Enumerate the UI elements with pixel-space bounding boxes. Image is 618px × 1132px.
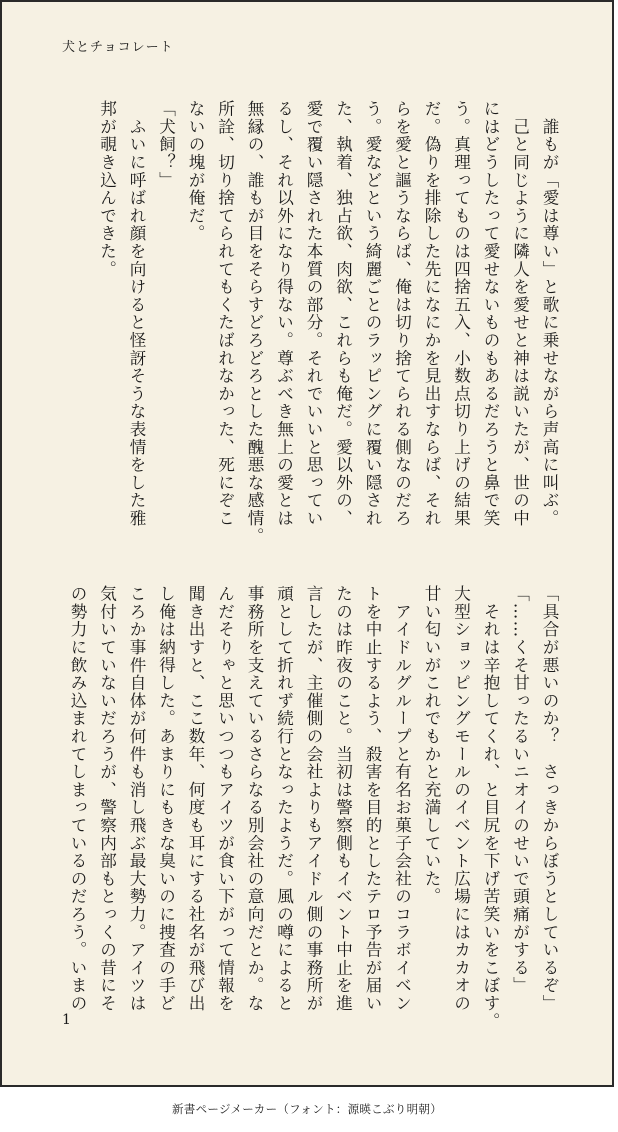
- text-line: 誰もが「愛は尊い」と歌に乗せながら声高に叫ぶ。: [540, 100, 559, 528]
- text-line: だ。偽りを排除した先になにかを見出すならば、それ: [422, 100, 441, 528]
- text-line: 大型ショッピングモールのイベント広場にはカカオの: [451, 585, 471, 1013]
- lower-text-column: [63, 585, 565, 1030]
- text-line: 言したが、主催側の会社よりもアイドル側の事務所が: [304, 585, 323, 1013]
- text-line: るし、それ以外になり得ない。尊ぶべき無上の愛とは: [274, 100, 294, 528]
- text-line: 邦が覗き込んできた。: [97, 100, 117, 278]
- text-line: 事務所を支えているさらなる別会社の意向だとか。な: [245, 585, 264, 1013]
- font-credit: 新書ページメーカー（フォント：源暎こぶり明朝）: [171, 1102, 443, 1116]
- text-line: 「犬飼？」: [156, 100, 176, 189]
- page-header-title: 犬とチョコレート: [62, 40, 174, 55]
- text-line: ころか事件自体が何件も消し飛ぶ最大勢力。アイツは: [127, 585, 146, 1013]
- text-line: 己と同じように隣人を愛せと神は説いたが、世の中: [510, 100, 530, 528]
- text-line: し俺は納得した。あまりにもきな臭いのに捜査の手ど: [156, 585, 176, 1013]
- upper-text-column: [92, 100, 564, 545]
- page-number: 1: [62, 1012, 71, 1028]
- text-line: 無縁の、誰もが目をそらすどろどろとした醜悪な感情。: [245, 100, 264, 545]
- text-line: ないの塊が俺だ。: [186, 100, 205, 243]
- text-line: 「具合が悪いのか？ さっきからぼうとしているぞ」: [540, 585, 559, 1013]
- text-line: 頑として折れず続行となったようだ。風の噂によると: [274, 585, 294, 1013]
- text-line: う。真理ってものは四捨五入、小数点切り上げの結果: [451, 100, 471, 528]
- text-line: トを中止するよう、殺害を目的としたテロ予告が届い: [363, 585, 382, 1013]
- text-line: 所詮、切り捨てられてもくたばれなかった、死にぞこ: [215, 100, 235, 528]
- text-line: 聞き出すと、ここ数年、何度も耳にする社名が飛び出: [186, 585, 205, 1013]
- text-line: にはどうしたって愛せないものもあるだろうと鼻で笑: [481, 100, 500, 528]
- text-line: たのは昨夜のこと。当初は警察側もイベント中止を進: [333, 585, 353, 1013]
- text-line: た、執着、独占欲、肉欲、これらも俺だ。愛以外の、: [333, 100, 353, 528]
- text-line: 気付いていないだろうが、警察内部もとっくの昔にそ: [97, 585, 117, 1013]
- text-line: らを愛と謳うならば、俺は切り捨てられる側なのだろ: [392, 100, 412, 528]
- text-line: う。愛などという綺麗ごとのラッピングに覆い隠され: [363, 100, 382, 528]
- text-line: それは辛抱してくれ、と目尻を下げ苦笑いをこぼす。: [481, 585, 500, 1030]
- text-line: 「……くそ甘ったるいニオイのせいで頭痛がする」: [510, 585, 530, 995]
- text-line: んだそりゃと思いつつもアイツが食い下がって情報を: [215, 585, 235, 1013]
- text-line: ふいに呼ばれ顔を向けると怪訝そうな表情をした雅: [127, 100, 146, 528]
- text-line: 愛で覆い隠された本質の部分。それでいいと思ってい: [304, 100, 323, 528]
- text-line: の勢力に飲み込まれてしまっているのだろう。いまの: [68, 585, 87, 1013]
- text-line: 甘い匂いがこれでもかと充満していた。: [422, 585, 441, 906]
- text-line: アイドルグループと有名お菓子会社のコラボイベン: [392, 585, 412, 1013]
